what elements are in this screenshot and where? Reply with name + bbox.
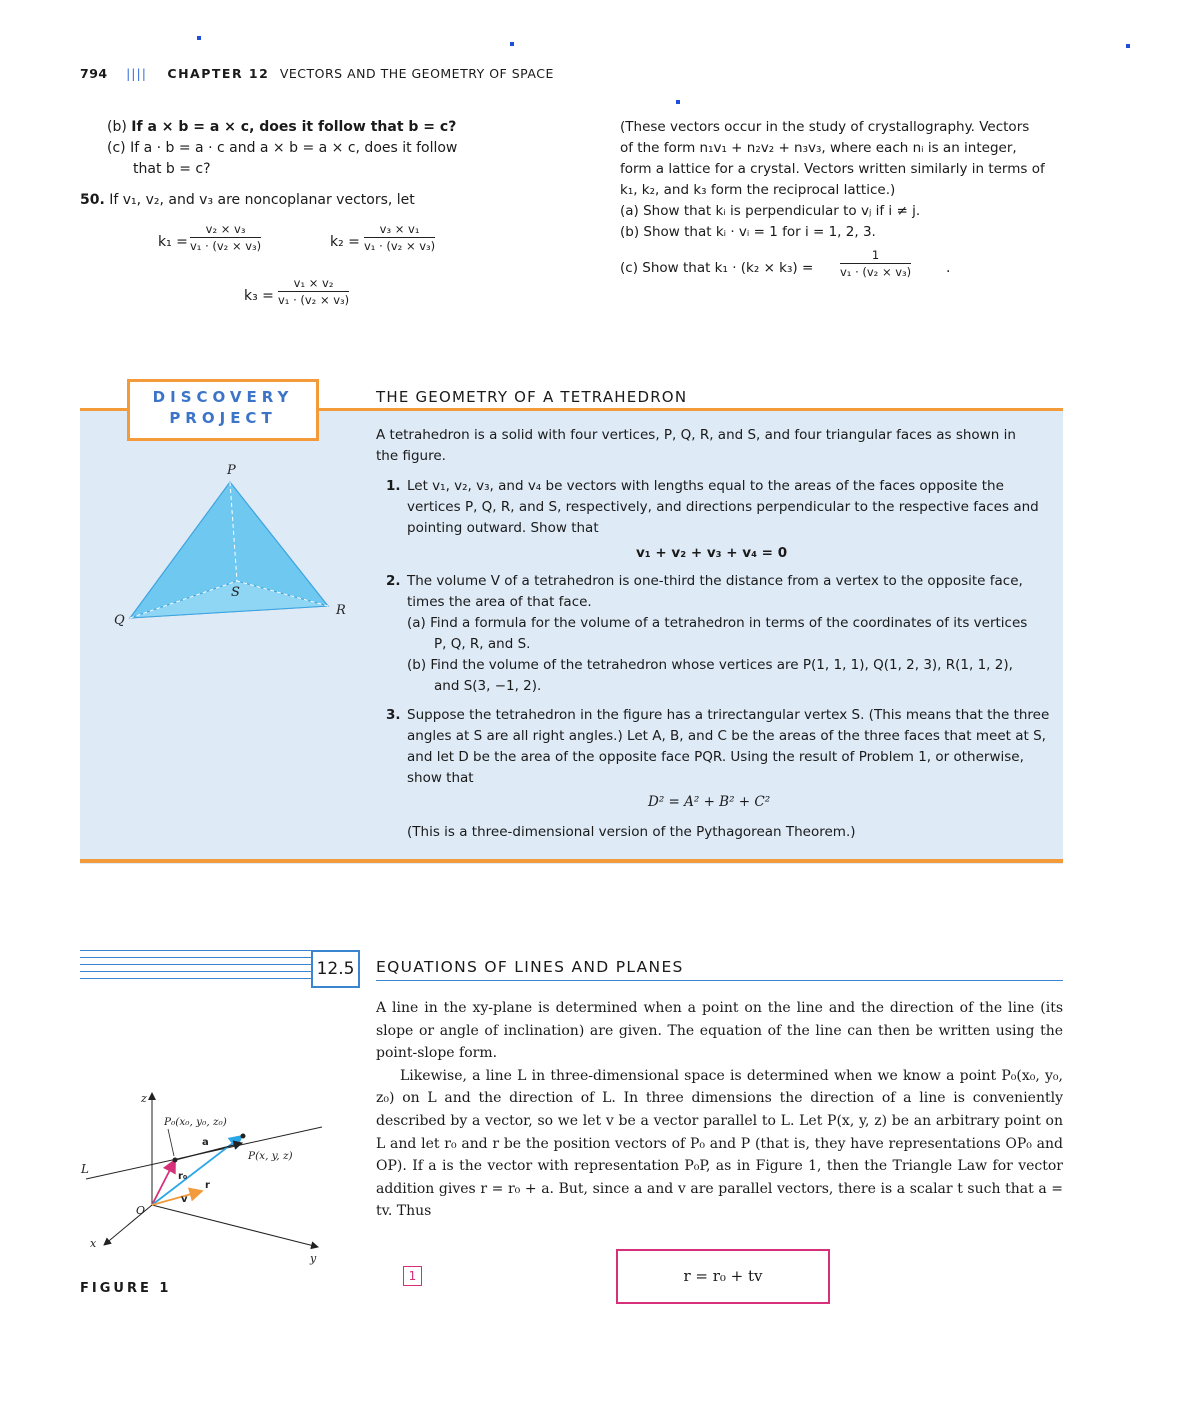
dp-closing-note: (This is a three-dimensional version of the Pythagorean Theorem.) [407,824,856,840]
problem-50-intro: 50. If v₁, v₂, and v₃ are noncoplanar vectors, let [80,192,415,208]
dp-problem-3-number: 3. [386,707,401,723]
dp-problem-2-a-1: (a) Find a formula for the volume of a tetrahedron in terms of the coordinates of its vertices [407,615,1028,631]
section-rule [80,971,311,972]
y-axis [152,1205,318,1247]
fig1-label-z: z [141,1092,147,1105]
dp-problem-1-equation: v₁ + v₂ + v₃ + v₄ = 0 [636,545,788,561]
section-rule [80,957,311,958]
p50-part-a: (a) Show that kᵢ is perpendicular to vⱼ if i ≠ j. [620,203,921,219]
p50-right-line-3: form a lattice for a crystal. Vectors written similarly in terms of [620,161,1045,177]
fig1-label-x: x [90,1237,97,1250]
paragraph-2: Likewise, a line L in three-dimensional space is determined when we know a point P₀(x₀, y₀, z₀) on L and the direction of L. In three dimensions the direction of a line is conveniently described by a vector, so we let v be a vector parallel to L. Let P(x, y, z) be an arbitrary point on L and let r₀ and r be the position vectors of P₀ and P (that is, they have representations OP₀ and OP). If a is the vector with representation P₀P, as in Figure 1, then the Triangle Law for vector addition gives r = r₀ + a. But, since a and v are parallel vectors, there is a scalar t such that a = tv. Thus [376,1067,1063,1220]
running-header [80,66,554,81]
k1-lhs: k₁ = [158,234,188,250]
paragraph-1: A line in the xy-plane is determined when a point on the line and the direction of the line (its slope or angle of inclination) are given. The equation of the line can then be written using the point-slope form. [376,1000,1063,1062]
fig1-label-v: v [181,1194,188,1205]
equation-box: r = r₀ + tv [616,1249,830,1304]
fig1-label-r0: r₀ [178,1171,188,1182]
fig1-label-L: L [81,1162,89,1176]
dp-problem-2-a-2: P, Q, R, and S. [434,636,531,652]
section-number: 12.5 [311,950,360,988]
page-number: 794 [80,66,108,81]
figure-1-diagram [78,1085,338,1270]
dp-problem-3-line-2: angles at S are all right angles.) Let A, B, and C be the areas of the three faces that meet at S, [407,728,1046,744]
header-bars: |||| [126,66,147,81]
k3-lhs: k₃ = [244,288,274,304]
p50-part-c-end: . [946,260,951,276]
fig1-label-P: P(x, y, z) [248,1150,293,1162]
vector-v [152,1191,202,1205]
dp-problem-1-number: 1. [386,478,401,494]
fig1-label-P0: P₀(x₀, y₀, z₀) [164,1116,227,1128]
dp-problem-2-line-1: The volume V of a tetrahedron is one-third the distance from a vertex to the opposite face, [407,573,1023,589]
dp-intro-1: A tetrahedron is a solid with four vertices, P, Q, R, and S, and four triangular faces as shown in [376,427,1016,443]
pointer-P0 [168,1129,174,1156]
p50-right-line-1: (These vectors occur in the study of crystallography. Vectors [620,119,1030,135]
vector-r0 [152,1160,175,1205]
k3-fraction: $\frac{\text{v₁ × v₂}}{\text{v₁ · (v₂ × v₃)}}$ [278,276,350,307]
dp-problem-2-b-2: and S(3, −1, 2). [434,678,542,694]
chapter-title: VECTORS AND THE GEOMETRY OF SPACE [279,66,554,81]
dp-problem-3-line-3: and let D be the area of the opposite face PQR. Using the result of Problem 1, or otherwise, [407,749,1024,765]
problem-49c-cont: that b = c? [133,161,211,177]
dp-problem-3-line-1: Suppose the tetrahedron in the figure has a trirectangular vertex S. (This means that the three [407,707,1050,723]
problem-49b: (b) If a × b = a × c, does it follow that b = c? [107,119,457,135]
dp-problem-1-line-2: vertices P, Q, R, and S, respectively, and directions perpendicular to the respective faces and [407,499,1039,515]
tetra-label-P: P [227,463,236,478]
point-P [241,1134,246,1139]
registration-mark [1126,44,1130,48]
discovery-project-title: THE GEOMETRY OF A TETRAHEDRON [376,388,688,406]
p50-part-b: (b) Show that kᵢ · vᵢ = 1 for i = 1, 2, 3. [620,224,876,240]
p50-part-c: (c) Show that k₁ · (k₂ × k₃) = [620,260,814,276]
registration-mark [676,100,680,104]
tetra-label-Q: Q [114,613,125,628]
tetrahedron-figure [100,450,370,640]
fig1-label-r: r [205,1180,210,1191]
dp-intro-2: the figure. [376,448,446,464]
p50-right-line-4: k₁, k₂, and k₃ form the reciprocal lattice.) [620,182,896,198]
point-P0 [173,1158,178,1163]
registration-mark [510,42,514,46]
dp-problem-2-number: 2. [386,573,401,589]
dp-problem-2-b-1: (b) Find the volume of the tetrahedron whose vertices are P(1, 1, 1), Q(1, 2, 3), R(1, 1, 2), [407,657,1013,673]
figure-1-caption: FIGURE 1 [80,1281,172,1296]
dp-problem-1-line-3: pointing outward. Show that [407,520,599,536]
discovery-project-badge [127,379,319,441]
fig1-label-O: O [136,1204,146,1217]
k2-fraction: $\frac{\text{v₃ × v₁}}{\text{v₁ · (v₂ × v₃)}}$ [364,222,436,253]
dp-problem-1-line-1: Let v₁, v₂, v₃, and v₄ be vectors with lengths equal to the areas of the faces opposite the [407,478,1004,494]
problem-49c: (c) If a · b = a · c and a × b = a × c, does it follow [107,140,458,156]
section-title: EQUATIONS OF LINES AND PLANES [376,958,684,976]
dp-problem-3-equation: D² = A² + B² + C² [648,794,771,810]
p50-right-line-2: of the form n₁v₁ + n₂v₂ + n₃v₃, where each nᵢ is an integer, [620,140,1017,156]
badge-line-2: PROJECT [169,409,277,427]
equation-number: 1 [403,1266,422,1286]
section-rule [80,964,311,965]
fig1-label-a: a [202,1137,209,1148]
registration-mark [197,36,201,40]
fig1-label-y: y [310,1252,317,1265]
section-body [376,997,1063,1223]
dp-problem-2-line-2: times the area of that face. [407,594,592,610]
section-rule [80,950,311,951]
p50-part-c-fraction: $\frac{1}{\text{v₁ · (v₂ × v₃)}}$ [840,248,912,279]
badge-line-1: DISCOVERY [152,388,294,406]
discovery-project-bottom-rule [80,859,1063,863]
section-rule [80,978,311,979]
dp-problem-3-line-4: show that [407,770,474,786]
tetra-label-R: R [336,603,346,618]
chapter-label: CHAPTER 12 [167,66,270,81]
tetra-label-S: S [231,585,240,600]
section-title-underline [376,980,1063,981]
k2-lhs: k₂ = [330,234,360,250]
k1-fraction: $\frac{\text{v₂ × v₃}}{\text{v₁ · (v₂ × v₃)}}$ [190,222,262,253]
